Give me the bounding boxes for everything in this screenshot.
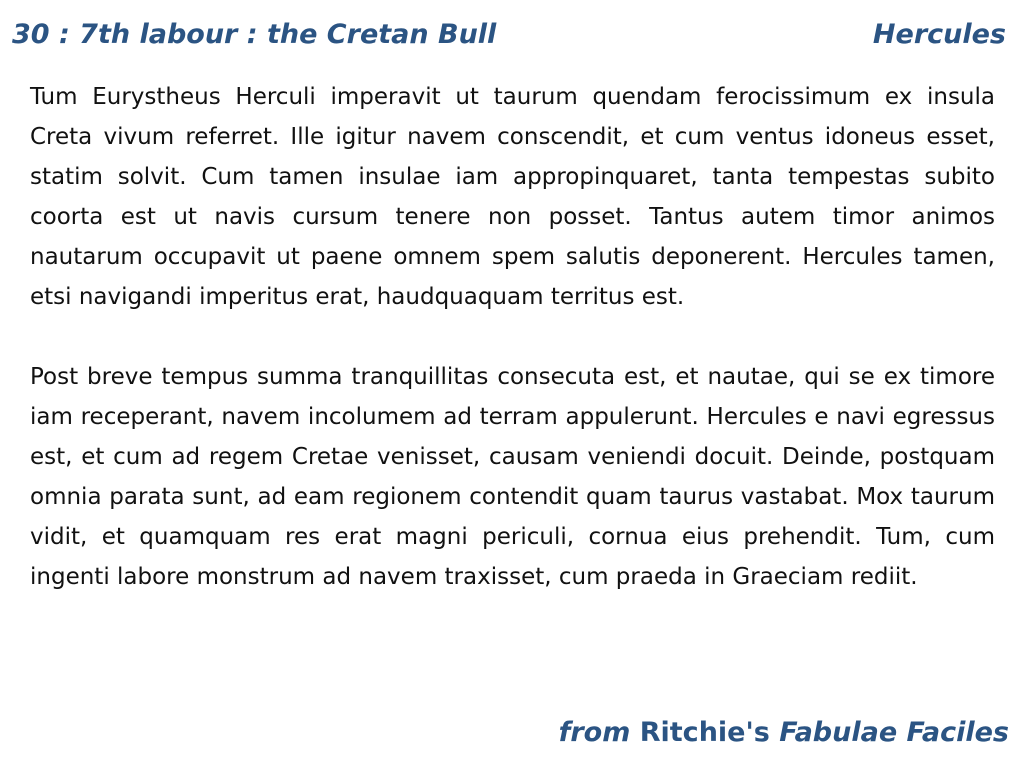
source-prefix: from (558, 717, 631, 748)
paragraph-1: Tum Eurystheus Herculi imperavit ut taurum quendam ferocissimum ex insula Creta vivum referret. Ille igitur navem conscendit, et cum ventus idoneus esset, statim solvit. Cum tamen insulae iam appropinquaret, tanta tempestas subito coorta est ut navis cursum tenere non posset. Tantus autem timor animos nautarum occupavit ut paene omnem spem salutis deponerent. Hercules tamen, etsi navigandi imperitus erat, haudquaquam territus est. (30, 84, 995, 310)
page-header (12, 16, 1006, 54)
source-author: Ritchie's (639, 717, 770, 748)
chapter-title: 30 : 7th labour : the Cretan Bull (12, 19, 497, 50)
paragraph-2: Post breve tempus summa tranquillitas consecuta est, et nautae, qui se ex timore iam receperant, navem incolumem ad terram appulerunt. Hercules e navi egressus est, et cum ad regem Cretae venisset, causam veniendi docuit. Deinde, postquam omnia parata sunt, ad eam regionem contendit quam taurus vastabat. Mox taurum vidit, et quamquam res erat magni periculi, cornua eius prehendit. Tum, cum ingenti labore monstrum ad navem traxisset, cum praeda in Graeciam rediit. (30, 364, 995, 590)
subject-label: Hercules (872, 19, 1006, 50)
latin-passage (30, 77, 995, 597)
source-attribution (559, 714, 1009, 752)
source-work: Fabulae Faciles (779, 717, 1009, 748)
